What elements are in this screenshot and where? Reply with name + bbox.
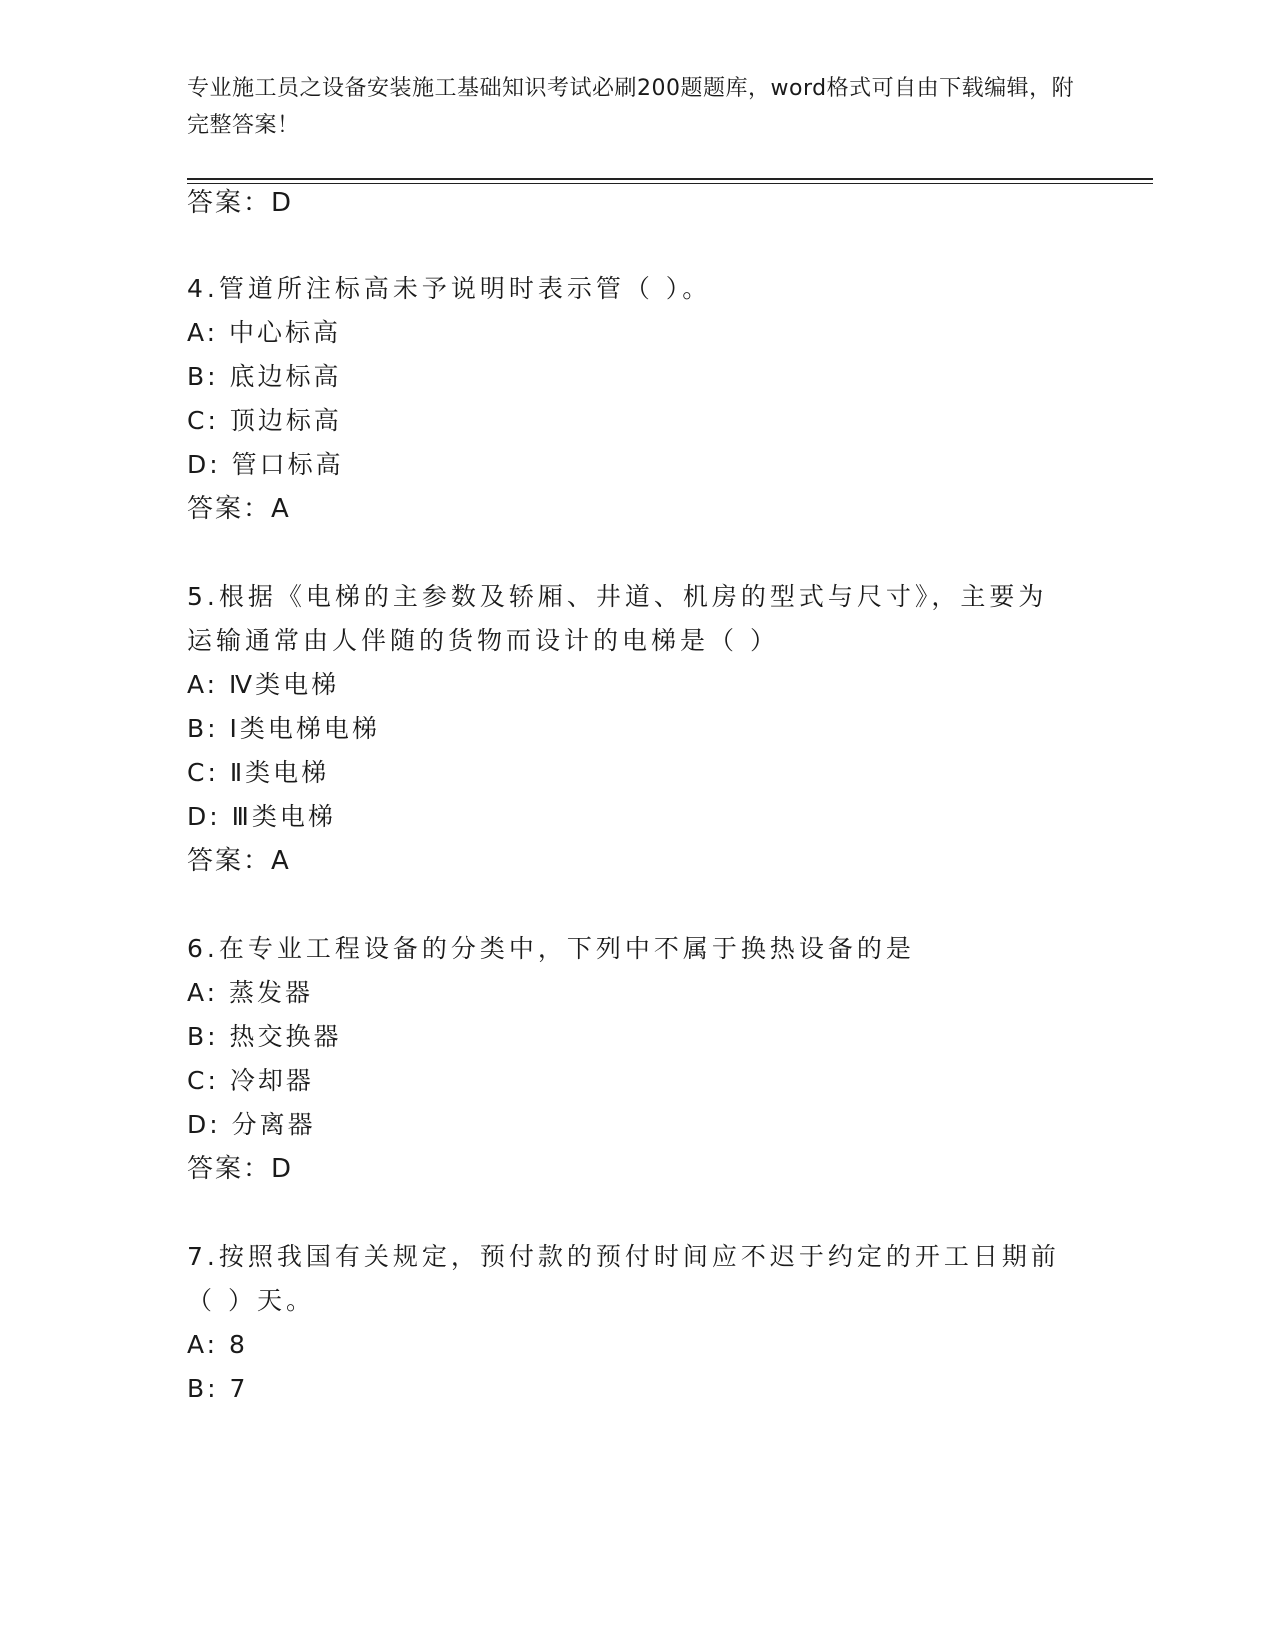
question-4-option-a: A: 中心标高 [187, 318, 342, 347]
question-4-stem: 4.管道所注标高未予说明时表示管（ ）。 [187, 274, 712, 303]
answer-q3: 答案：D [187, 188, 294, 218]
question-5-option-c: C: Ⅱ类电梯 [187, 758, 330, 787]
question-5-stem-line2: 运输通常由人伴随的货物而设计的电梯是（ ） [187, 626, 779, 655]
question-5-option-b: B: Ⅰ类电梯电梯 [187, 714, 380, 743]
question-4-option-c: C: 顶边标高 [187, 406, 342, 435]
question-5-stem-line1: 5.根据《电梯的主参数及轿厢、井道、机房的型式与尺寸》，主要为 [187, 582, 1048, 611]
answer-q4: 答案：A [187, 494, 291, 524]
answer-q6: 答案：D [187, 1154, 294, 1184]
question-4-option-b: B: 底边标高 [187, 362, 342, 391]
document-header: 专业施工员之设备安装施工基础知识考试必刷200题题库，word格式可自由下载编辑，附完整答案！ [187, 76, 1075, 138]
question-6-option-c: C: 冷却器 [187, 1066, 314, 1095]
question-4-option-d: D: 管口标高 [187, 450, 344, 479]
question-7-stem-line1: 7.按照我国有关规定，预付款的预付时间应不迟于约定的开工日期前 [187, 1242, 1060, 1271]
header-divider-thick [187, 178, 1153, 180]
question-6-option-d: D: 分离器 [187, 1110, 316, 1139]
question-5-option-a: A: Ⅳ类电梯 [187, 670, 340, 699]
question-7-stem-line2: （ ）天。 [187, 1286, 315, 1315]
header-divider-thin [187, 183, 1153, 184]
answer-q5: 答案：A [187, 846, 291, 876]
question-7-option-b: B: 7 [187, 1374, 249, 1403]
question-5-option-d: D: Ⅲ类电梯 [187, 802, 336, 831]
question-6-option-b: B: 热交换器 [187, 1022, 342, 1051]
question-7-option-a: A: 8 [187, 1330, 248, 1359]
question-6-stem: 6.在专业工程设备的分类中，下列中不属于换热设备的是 [187, 934, 915, 963]
question-6-option-a: A: 蒸发器 [187, 978, 314, 1007]
